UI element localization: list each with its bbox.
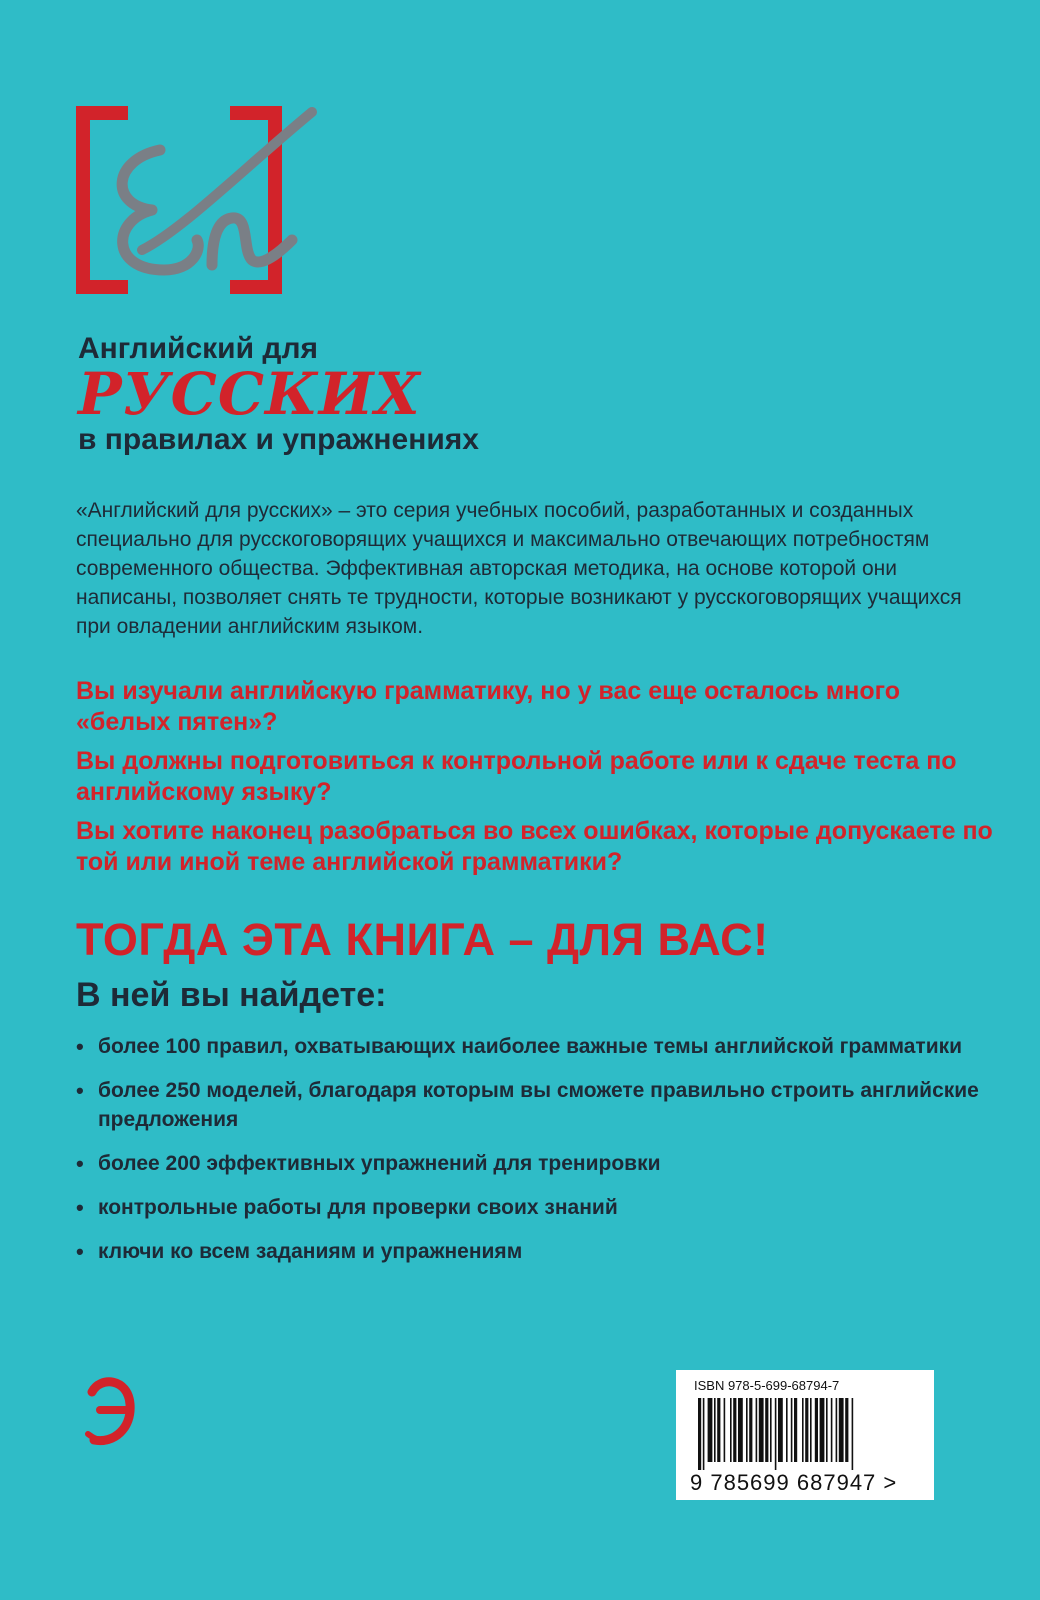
barcode-bar: [759, 1398, 764, 1462]
question-1: Вы изучали английскую грамматику, но у вас еще осталось много «белых пятен»?: [76, 677, 900, 736]
headline: ТОГДА ЭТА КНИГА – ДЛЯ ВАС!: [76, 914, 769, 965]
subheading: В ней вы найдете:: [76, 976, 387, 1014]
intro-paragraph: «Английский для русских» – это серия учебных пособий, разработанных и созданных специально для русскоговорящих учащихся и максимально отвечающих потребностям современного общества. Эффективная авторская методика, на основе которой они написаны, позволяет снять те трудности, которые возникают у русскоговорящих учащихся при овладении английским языком.: [76, 499, 962, 638]
pen-icon: [142, 112, 312, 250]
list-item: [76, 1076, 996, 1134]
barcode-bar: [839, 1398, 844, 1462]
barcode-bar: [791, 1398, 793, 1462]
barcode-bar: [786, 1398, 788, 1462]
question-2: Вы должны подготовиться к контрольной работе или к сдаче теста по английскому языку?: [76, 747, 957, 806]
question-3: Вы хотите наконец разобраться во всех ошибках, которые допускаете по той или иной теме английской грамматики?: [76, 817, 993, 876]
barcode-bar: [708, 1398, 713, 1462]
bullet-icon: •: [76, 1078, 84, 1103]
feature-text: контрольные работы для проверки своих знаний: [98, 1196, 618, 1219]
barcode-bar: [749, 1398, 752, 1462]
barcode-bar: [775, 1398, 777, 1470]
barcode-bar: [724, 1398, 726, 1462]
feature-text: ключи ко всем заданиям и упражнениям: [98, 1240, 523, 1263]
barcode-bar: [698, 1398, 701, 1470]
series-title-line3: в правилах и упражнениях: [78, 423, 479, 456]
series-title-line2: РУССКИХ: [78, 360, 421, 428]
barcode-bar: [770, 1398, 772, 1462]
feature-text: более 200 эффективных упражнений для тренировки: [98, 1152, 661, 1175]
list-item: [76, 1193, 996, 1222]
barcode-bar: [714, 1398, 716, 1462]
barcode-bar: [815, 1398, 818, 1462]
features-list: [76, 1032, 996, 1281]
list-item: [76, 1237, 996, 1266]
barcode-bar: [756, 1398, 758, 1462]
publisher-logo-icon: [78, 1370, 138, 1450]
feature-text: более 250 моделей, благодаря которым вы сможете правильно строить английские предложения: [98, 1079, 979, 1131]
barcode-bar: [820, 1398, 825, 1462]
bullet-icon: •: [76, 1239, 84, 1264]
barcode-bar: [733, 1398, 736, 1462]
barcode-bar: [794, 1398, 797, 1462]
questions-block: [76, 676, 996, 886]
barcode-bar: [852, 1398, 854, 1470]
barcode-bar: [836, 1398, 838, 1462]
isbn-label: ISBN 978-5-699-68794-7: [694, 1378, 840, 1393]
barcode-bar: [826, 1398, 828, 1462]
barcode-bar: [802, 1398, 804, 1462]
barcode-bar: [746, 1398, 748, 1462]
barcode-bar: [845, 1398, 848, 1462]
feature-text: более 100 правил, охватывающих наиболее важные темы английской грамматики: [98, 1035, 963, 1058]
bullet-icon: •: [76, 1195, 84, 1220]
bullet-icon: •: [76, 1034, 84, 1059]
series-title: [78, 332, 479, 458]
barcode-bar: [831, 1398, 833, 1462]
list-item: [76, 1032, 996, 1061]
left-bracket-icon: [76, 106, 128, 294]
list-item: [76, 1149, 996, 1178]
barcode-digits: 9 785699 687947 >: [690, 1470, 898, 1495]
barcode-bar: [717, 1398, 720, 1462]
series-logo: [72, 100, 332, 310]
series-title-line1: Английский для: [78, 332, 318, 365]
barcode-bar: [778, 1398, 783, 1462]
barcode-bar: [810, 1398, 812, 1462]
barcode-bar: [738, 1398, 743, 1462]
bullet-icon: •: [76, 1151, 84, 1176]
barcode-icon: [698, 1398, 910, 1470]
barcode-bar: [730, 1398, 732, 1462]
barcode-bar: [805, 1398, 808, 1462]
barcode-bar: [765, 1398, 768, 1462]
barcode-bar: [703, 1398, 705, 1470]
barcode-box: [676, 1370, 934, 1500]
